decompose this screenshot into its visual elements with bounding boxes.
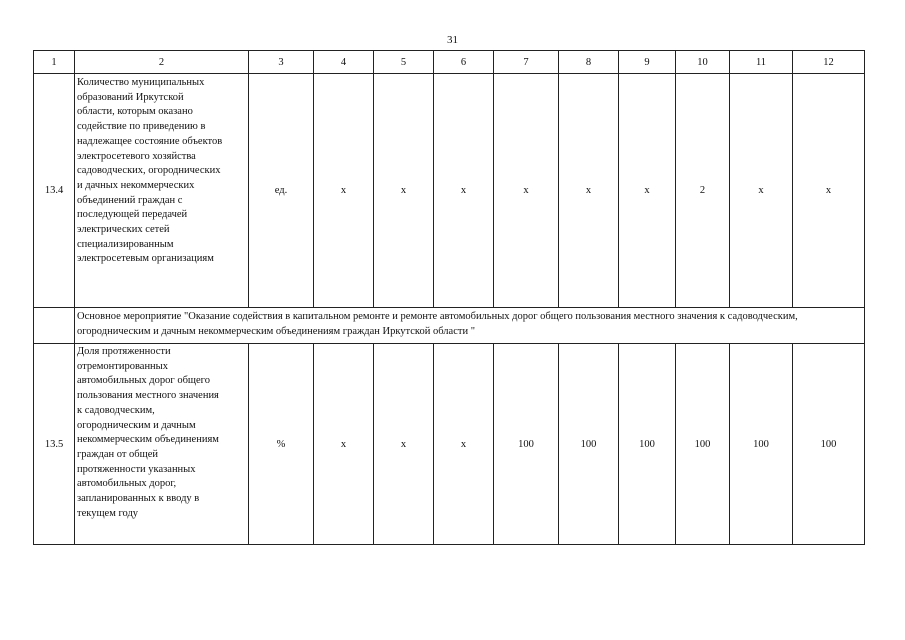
table-row [34, 74, 865, 308]
value-cell: х [374, 344, 434, 545]
header-cell: 8 [559, 51, 619, 74]
value-cell: 100 [730, 344, 793, 545]
header-cell: 12 [793, 51, 865, 74]
header-cell: 10 [676, 51, 730, 74]
row-number: 13.5 [34, 344, 75, 545]
value-cell: 100 [619, 344, 676, 545]
header-cell: 5 [374, 51, 434, 74]
empty-cell [34, 308, 75, 344]
value-cell: х [374, 74, 434, 308]
section-row [34, 308, 865, 344]
value-cell: 2 [676, 74, 730, 308]
row-description: Доля протяженности отремонтированных автомобильных дорог общего пользования местного значения к садоводческим, огородническим и дачным некоммерческим объединениям граждан от общей протяженности указанных автомобильных дорог, запланированных к вводу в текущем году [75, 344, 249, 545]
header-cell: 9 [619, 51, 676, 74]
value-cell: 100 [559, 344, 619, 545]
value-cell: 100 [676, 344, 730, 545]
value-cell: х [619, 74, 676, 308]
value-cell: х [434, 74, 494, 308]
section-title: Основное мероприятие "Оказание содействия в капитальном ремонте и ремонте автомобильных дорог общего пользования местного значения к садоводческим, огородническим и дачным некоммерческим объединениям граждан Иркутской области " [75, 308, 865, 344]
table-header-row [34, 51, 865, 74]
value-cell: 100 [793, 344, 865, 545]
unit-cell: % [249, 344, 314, 545]
table-row [34, 344, 865, 545]
header-cell: 2 [75, 51, 249, 74]
header-cell: 11 [730, 51, 793, 74]
unit-cell: ед. [249, 74, 314, 308]
header-cell: 6 [434, 51, 494, 74]
value-cell: х [494, 74, 559, 308]
value-cell: х [730, 74, 793, 308]
header-cell: 4 [314, 51, 374, 74]
value-cell: х [314, 344, 374, 545]
indicators-table [33, 50, 865, 545]
row-number: 13.4 [34, 74, 75, 308]
header-cell: 1 [34, 51, 75, 74]
header-cell: 7 [494, 51, 559, 74]
row-description: Количество муниципальных образований Иркутской области, которым оказано содействие по приведению в надлежащее состояние объектов электросетевого хозяйства садоводческих, огороднических и дачных некоммерческих объединений граждан с последующей передачей электрических сетей специализированным электросетевым организациям [75, 74, 249, 308]
value-cell: х [314, 74, 374, 308]
value-cell: х [793, 74, 865, 308]
page-number: 31 [447, 34, 458, 46]
value-cell: 100 [494, 344, 559, 545]
value-cell: х [434, 344, 494, 545]
header-cell: 3 [249, 51, 314, 74]
value-cell: х [559, 74, 619, 308]
